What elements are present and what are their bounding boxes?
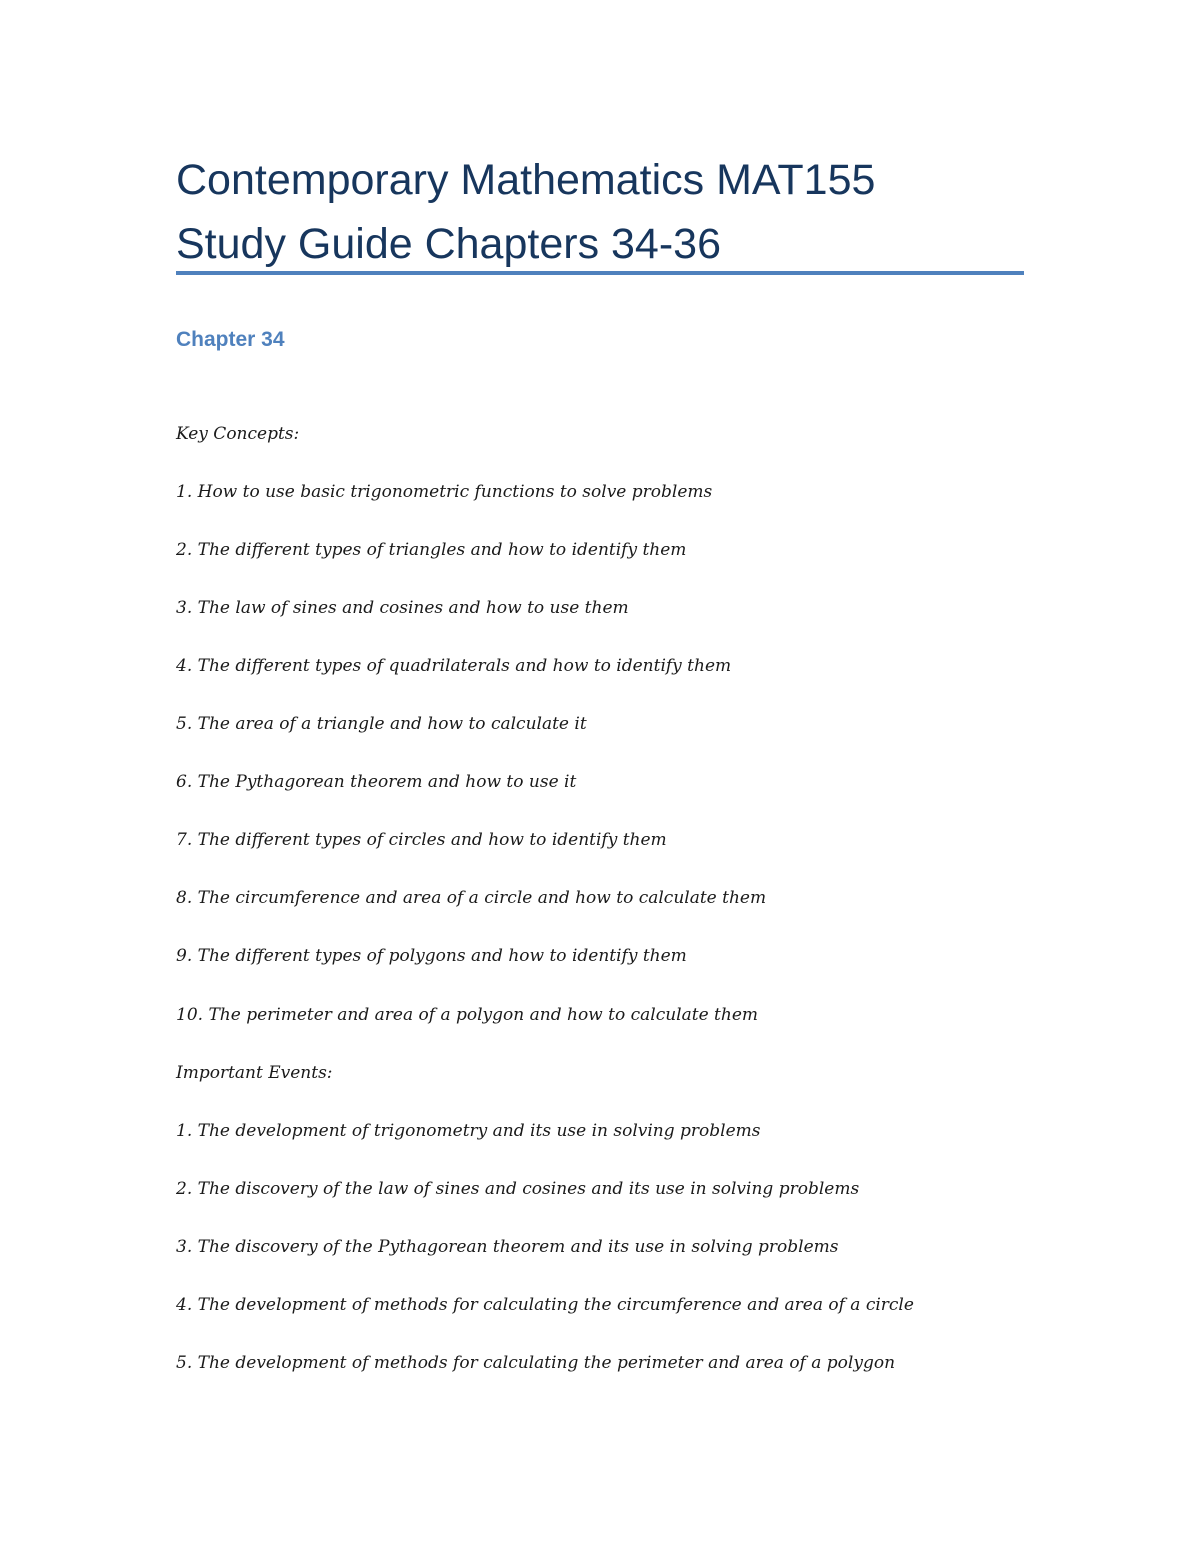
title-line-2: Study Guide Chapters 34-36 [176, 220, 721, 268]
key-concept-item: 10. The perimeter and area of a polygon and how to calculate them [176, 1005, 759, 1025]
chapter-heading: Chapter 34 [176, 328, 285, 351]
key-concept-item: 9. The different types of polygons and how to identify them [176, 946, 687, 966]
important-event-item: 5. The development of methods for calculating the perimeter and area of a polygon [176, 1353, 896, 1373]
important-event-item: 2. The discovery of the law of sines and cosines and its use in solving problems [176, 1179, 860, 1199]
important-events-label: Important Events: [176, 1063, 333, 1083]
key-concept-item: 4. The different types of quadrilaterals and how to identify them [176, 656, 732, 676]
key-concept-item: 1. How to use basic trigonometric functions to solve problems [176, 482, 713, 502]
important-event-item: 3. The discovery of the Pythagorean theorem and its use in solving problems [176, 1237, 839, 1257]
document-title [176, 148, 1026, 276]
key-concept-item: 6. The Pythagorean theorem and how to use it [176, 772, 577, 792]
key-concepts-label: Key Concepts: [176, 424, 300, 444]
key-concept-item: 8. The circumference and area of a circle and how to calculate them [176, 888, 767, 908]
key-concept-item: 3. The law of sines and cosines and how to use them [176, 598, 629, 618]
key-concept-item: 2. The different types of triangles and how to identify them [176, 540, 687, 560]
important-event-item: 1. The development of trigonometry and its use in solving problems [176, 1121, 761, 1141]
key-concept-item: 5. The area of a triangle and how to calculate it [176, 714, 587, 734]
title-underline-rule [176, 271, 1024, 275]
title-line-1: Contemporary Mathematics MAT155 [176, 156, 876, 204]
key-concept-item: 7. The different types of circles and how to identify them [176, 830, 667, 850]
important-event-item: 4. The development of methods for calculating the circumference and area of a circle [176, 1295, 914, 1315]
